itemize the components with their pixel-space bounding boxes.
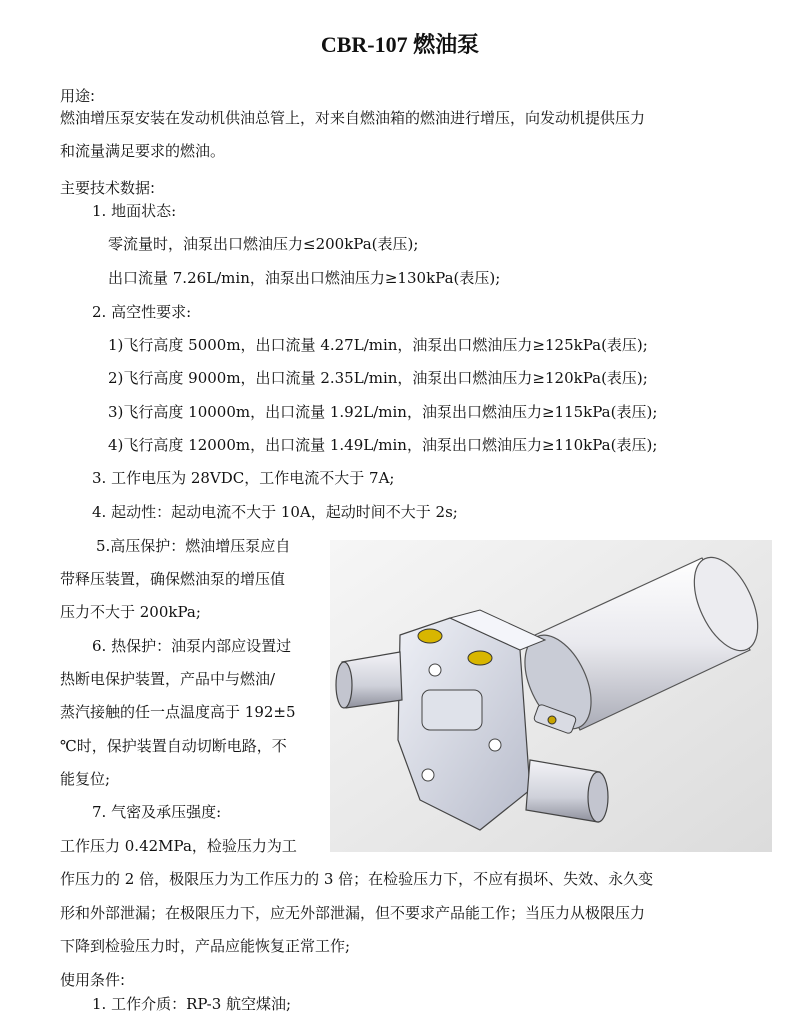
spec-item-3: 3. 工作电压为 28VDC，工作电流不大于 7A; (92, 469, 395, 487)
spec-item-6-line4: ℃时，保护装置自动切断电路，不 (60, 737, 287, 755)
spec-item-7-line1: 工作压力 0.42MPa，检验压力为工 (60, 837, 297, 855)
spec-item-2-3: 3)飞行高度 10000m，出口流量 1.92L/min，油泵出口燃油压力≥115kPa(表压); (108, 403, 658, 421)
spec-item-7-line4: 下降到检验压力时，产品应能恢复正常工作; (60, 937, 351, 955)
spec-item-2-2: 2)飞行高度 9000m，出口流量 2.35L/min，油泵出口燃油压力≥120kPa(表压); (108, 369, 648, 387)
specs-heading: 主要技术数据: (60, 179, 156, 197)
spec-item-6-line3: 蒸汽接触的任一点温度高于 192±5 (60, 703, 296, 721)
spec-item-6-line5: 能复位; (60, 770, 111, 788)
condition-item-1: 1. 工作介质：RP-3 航空煤油; (92, 995, 292, 1013)
spec-item-2-1: 1)飞行高度 5000m，出口流量 4.27L/min，油泵出口燃油压力≥125kPa(表压); (108, 336, 648, 354)
spec-item-5-line2: 带释压装置，确保燃油泵的增压值 (60, 570, 286, 588)
spec-item-1-a: 零流量时，油泵出口燃油压力≤200kPa(表压); (108, 235, 419, 253)
usage-heading: 用途: (60, 87, 96, 105)
usage-text-line2: 和流量满足要求的燃油。 (60, 142, 226, 160)
spec-item-1-b: 出口流量 7.26L/min，油泵出口燃油压力≥130kPa(表压); (108, 269, 501, 287)
fuel-pump-illustration (330, 540, 772, 852)
spec-item-5-line1: 5.高压保护：燃油增压泵应自 (96, 537, 291, 555)
page-title: CBR-107 燃油泵 (320, 32, 480, 57)
spec-item-7: 7. 气密及承压强度: (92, 803, 222, 821)
spec-item-7-line2: 作压力的 2 倍，极限压力为工作压力的 3 倍；在检验压力下，不应有损坏、失效、永久变 (60, 870, 654, 888)
spec-item-5-line3: 压力不大于 200kPa; (60, 603, 201, 621)
spec-item-1: 1. 地面状态: (92, 202, 177, 220)
spec-item-2: 2. 高空性要求: (92, 303, 192, 321)
spec-item-6-line2: 热断电保护装置，产品中与燃油/ (60, 670, 276, 688)
spec-item-7-line3: 形和外部泄漏；在极限压力下，应无外部泄漏，但不要求产品能工作；当压力从极限压力 (60, 904, 646, 922)
spec-item-2-4: 4)飞行高度 12000m，出口流量 1.49L/min，油泵出口燃油压力≥110kPa(表压); (108, 436, 658, 454)
usage-text-line1: 燃油增压泵安装在发动机供油总管上，对来自燃油箱的燃油进行增压，向发动机提供压力 (60, 109, 646, 127)
spec-item-6-line1: 6. 热保护：油泵内部应设置过 (92, 637, 292, 655)
conditions-heading: 使用条件: (60, 971, 126, 989)
spec-item-4: 4. 起动性：起动电流不大于 10A，起动时间不大于 2s; (92, 503, 458, 521)
